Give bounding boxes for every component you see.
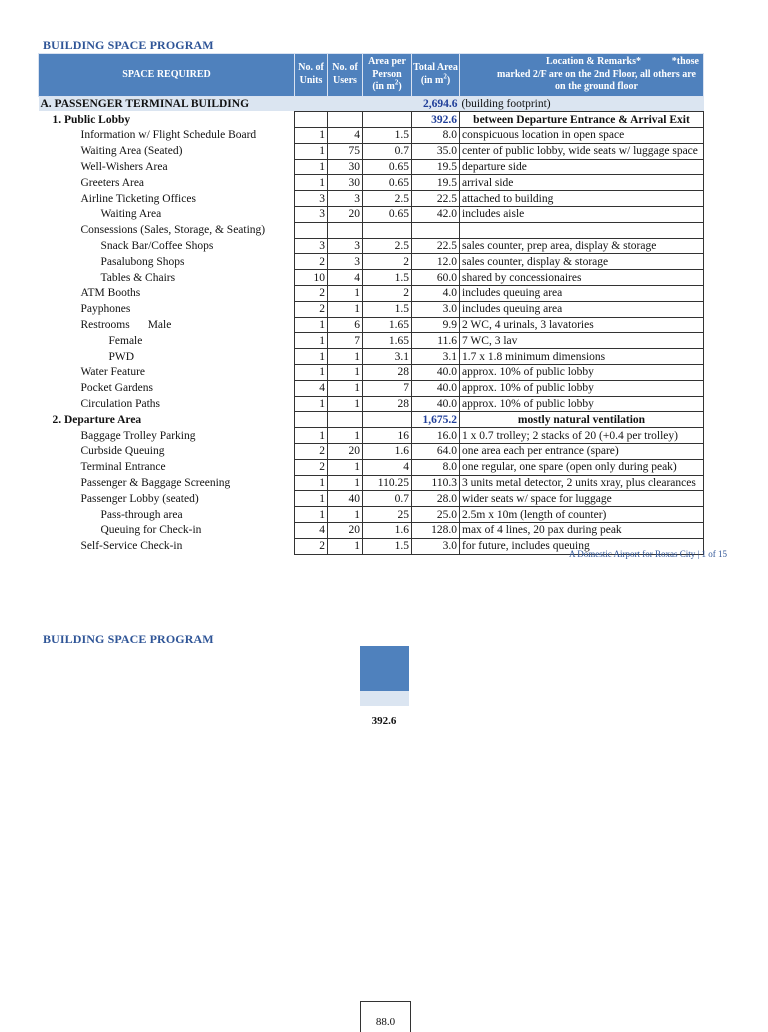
- table-row: [39, 143, 704, 159]
- area-per-person-cell: 0.7: [363, 143, 412, 159]
- remark-cell: one area each per entrance (spare): [460, 444, 704, 460]
- users-cell: 3: [328, 238, 363, 254]
- space-name: Passenger & Baggage Screening: [80, 476, 231, 489]
- units-cell: 3: [295, 191, 328, 207]
- space-name: Baggage Trolley Parking: [80, 429, 196, 442]
- fragment-value: 392.6: [371, 715, 397, 727]
- area-per-person-cell: 16: [363, 428, 412, 444]
- table-row: [39, 333, 704, 349]
- space-name: [39, 317, 295, 333]
- remark-cell: includes queuing area: [460, 301, 704, 317]
- total-area-cell: 25.0: [412, 507, 460, 523]
- remark-cell: max of 4 lines, 20 pax during peak: [460, 523, 704, 539]
- users-cell: 1: [328, 349, 363, 365]
- remark-cell: center of public lobby, wide seats w/ luggage space: [460, 143, 704, 159]
- units-cell: 1: [295, 317, 328, 333]
- units-cell: 1: [295, 143, 328, 159]
- departure-row: [39, 412, 704, 428]
- users-cell: 7: [328, 333, 363, 349]
- units-cell: 2: [295, 301, 328, 317]
- units-cell: 2: [295, 459, 328, 475]
- departure-row-label: 2. Departure Area: [52, 413, 142, 426]
- table-row: [39, 128, 704, 144]
- restroom-type: Male: [147, 318, 172, 331]
- table-row: [39, 207, 704, 223]
- table-row: [39, 349, 704, 365]
- departure-row-remark: mostly natural ventilation: [460, 412, 704, 428]
- fragment-value-2: 88.0: [375, 1016, 396, 1028]
- units-cell: 2: [295, 444, 328, 460]
- header-remarks: Location & Remarks* *those marked 2/F are on the 2nd Floor, all others are on the ground floor: [460, 54, 704, 97]
- units-cell: 1: [295, 491, 328, 507]
- area-per-person-cell: 4: [363, 459, 412, 475]
- units-cell: 4: [295, 380, 328, 396]
- table-row: [39, 491, 704, 507]
- units-cell: 1: [295, 175, 328, 191]
- users-cell: 1: [328, 475, 363, 491]
- total-area-cell: 40.0: [412, 396, 460, 412]
- total-area-cell: 64.0: [412, 444, 460, 460]
- remark-cell: conspicuous location in open space: [460, 128, 704, 144]
- users-cell: 4: [328, 128, 363, 144]
- empty-cell: [295, 222, 328, 238]
- table-row: [39, 175, 704, 191]
- units-cell: 1: [295, 128, 328, 144]
- units-cell: 2: [295, 254, 328, 270]
- remark-cell: approx. 10% of public lobby: [460, 365, 704, 381]
- remark-cell: includes aisle: [460, 207, 704, 223]
- empty-cell: [328, 112, 363, 128]
- total-area-cell: 40.0: [412, 380, 460, 396]
- public-lobby-row: [39, 112, 704, 128]
- users-cell: 1: [328, 365, 363, 381]
- total-area-cell: 19.5: [412, 159, 460, 175]
- space-name: Airline Ticketing Offices: [80, 192, 196, 205]
- users-cell: 40: [328, 491, 363, 507]
- header-users: No. of Users: [328, 54, 363, 97]
- empty-cell: [328, 412, 363, 428]
- area-per-person-cell: 1.65: [363, 333, 412, 349]
- empty-cell: [412, 222, 460, 238]
- space-name: Information w/ Flight Schedule Board: [80, 129, 257, 142]
- units-cell: 1: [295, 507, 328, 523]
- space-name: Snack Bar/Coffee Shops: [100, 239, 214, 252]
- empty-cell: [363, 222, 412, 238]
- remark-cell: sales counter, display & storage: [460, 254, 704, 270]
- space-name: Queuing for Check-in: [100, 524, 202, 537]
- fragment-section-cell: [360, 691, 409, 706]
- users-cell: 20: [328, 523, 363, 539]
- empty-cell: [363, 112, 412, 128]
- table-row: [39, 444, 704, 460]
- remark-cell: shared by concessionaires: [460, 270, 704, 286]
- space-name: ATM Booths: [80, 287, 141, 300]
- space-name: Pocket Gardens: [80, 382, 153, 395]
- section-total: 2,694.6: [412, 96, 460, 112]
- users-cell: 1: [328, 286, 363, 302]
- area-per-person-cell: 0.65: [363, 159, 412, 175]
- space-name: Female: [108, 334, 143, 347]
- total-area-cell: 28.0: [412, 491, 460, 507]
- empty-cell: [328, 222, 363, 238]
- users-cell: 4: [328, 270, 363, 286]
- consessions-row-label: Consessions (Sales, Storage, & Seating): [80, 224, 266, 237]
- space-name: Pasalubong Shops: [100, 255, 185, 268]
- remark-cell: includes queuing area: [460, 286, 704, 302]
- units-cell: 10: [295, 270, 328, 286]
- total-area-cell: 11.6: [412, 333, 460, 349]
- header-units: No. of Units: [295, 54, 328, 97]
- space-name: Terminal Entrance: [80, 461, 166, 474]
- total-area-cell: 40.0: [412, 365, 460, 381]
- table-row: [39, 159, 704, 175]
- total-area-cell: 19.5: [412, 175, 460, 191]
- section-label: A. PASSENGER TERMINAL BUILDING: [39, 96, 412, 112]
- section-row: [39, 96, 704, 112]
- area-per-person-cell: 1.5: [363, 270, 412, 286]
- departure-row-total: 1,675.2: [412, 412, 460, 428]
- remark-cell: arrival side: [460, 175, 704, 191]
- users-cell: 20: [328, 207, 363, 223]
- header-space-required: SPACE REQUIRED: [39, 54, 295, 97]
- empty-cell: [363, 412, 412, 428]
- remark-cell: 2.5m x 10m (length of counter): [460, 507, 704, 523]
- units-cell: 4: [295, 523, 328, 539]
- fragment-header-cell: [360, 646, 409, 691]
- table-row: [39, 428, 704, 444]
- units-cell: 3: [295, 207, 328, 223]
- users-cell: 1: [328, 459, 363, 475]
- table-row: [39, 475, 704, 491]
- table-row: [39, 254, 704, 270]
- table-row: [39, 459, 704, 475]
- empty-cell: [460, 222, 704, 238]
- space-name: Waiting Area (Seated): [80, 145, 183, 158]
- units-cell: 2: [295, 286, 328, 302]
- area-per-person-cell: 1.5: [363, 538, 412, 554]
- remark-cell: for future, includes queuing: [460, 538, 704, 554]
- users-cell: 1: [328, 396, 363, 412]
- space-name: Pass-through area: [100, 508, 183, 521]
- header-area-per-person: Area per Person (in $m^2$): [363, 54, 412, 97]
- users-cell: 1: [328, 380, 363, 396]
- users-cell: 3: [328, 191, 363, 207]
- empty-cell: [295, 112, 328, 128]
- units-cell: 3: [295, 238, 328, 254]
- total-area-cell: 3.0: [412, 538, 460, 554]
- users-cell: 30: [328, 159, 363, 175]
- units-cell: 1: [295, 159, 328, 175]
- remark-cell: sales counter, prep area, display & storage: [460, 238, 704, 254]
- remark-cell: one regular, one spare (open only during peak): [460, 459, 704, 475]
- area-per-person-cell: 2: [363, 254, 412, 270]
- space-name: Circulation Paths: [80, 397, 161, 410]
- area-per-person-cell: 110.25: [363, 475, 412, 491]
- area-per-person-cell: 3.1: [363, 349, 412, 365]
- units-cell: 1: [295, 396, 328, 412]
- units-cell: 1: [295, 475, 328, 491]
- table-row: [39, 507, 704, 523]
- units-cell: 1: [295, 349, 328, 365]
- total-area-cell: 22.5: [412, 238, 460, 254]
- consessions-row: [39, 222, 704, 238]
- table-row: [39, 317, 704, 333]
- total-area-cell: 4.0: [412, 286, 460, 302]
- area-per-person-cell: 1.5: [363, 301, 412, 317]
- area-per-person-cell: 2.5: [363, 238, 412, 254]
- area-per-person-cell: 2: [363, 286, 412, 302]
- area-per-person-cell: 1.6: [363, 444, 412, 460]
- total-area-cell: 3.1: [412, 349, 460, 365]
- area-per-person-cell: 7: [363, 380, 412, 396]
- users-cell: 1: [328, 301, 363, 317]
- users-cell: 6: [328, 317, 363, 333]
- area-per-person-cell: 1.6: [363, 523, 412, 539]
- users-cell: 75: [328, 143, 363, 159]
- remark-cell: approx. 10% of public lobby: [460, 396, 704, 412]
- users-cell: 1: [328, 538, 363, 554]
- area-per-person-cell: 2.5: [363, 191, 412, 207]
- table-row: [39, 380, 704, 396]
- total-area-cell: 3.0: [412, 301, 460, 317]
- page-heading-2: BUILDING SPACE PROGRAM: [43, 632, 214, 646]
- remark-cell: departure side: [460, 159, 704, 175]
- area-per-person-cell: 1.5: [363, 128, 412, 144]
- total-area-cell: 60.0: [412, 270, 460, 286]
- table-fragment: [360, 646, 409, 727]
- users-cell: 1: [328, 428, 363, 444]
- public-lobby-row-total: 392.6: [412, 112, 460, 128]
- app-cell: 1.65: [363, 317, 412, 333]
- remark-cell: 1.7 x 1.8 minimum dimensions: [460, 349, 704, 365]
- space-name: Self-Service Check-in: [80, 540, 183, 553]
- remark-cell: 3 units metal detector, 2 units xray, plus clearances: [460, 475, 704, 491]
- area-per-person-cell: 28: [363, 396, 412, 412]
- units-cell: 2: [295, 538, 328, 554]
- area-per-person-cell: 0.7: [363, 491, 412, 507]
- area-per-person-cell: 25: [363, 507, 412, 523]
- total-area-cell: 42.0: [412, 207, 460, 223]
- table-header: [39, 54, 704, 97]
- public-lobby-row-label: 1. Public Lobby: [52, 113, 131, 126]
- space-name: Greeters Area: [80, 176, 145, 189]
- units-cell: 1: [295, 333, 328, 349]
- table-row: [39, 396, 704, 412]
- total-area-cell: 110.3: [412, 475, 460, 491]
- total-area-cell: 8.0: [412, 128, 460, 144]
- space-name: Curbside Queuing: [80, 445, 165, 458]
- remark-cell: approx. 10% of public lobby: [460, 380, 704, 396]
- total-area-cell: 22.5: [412, 191, 460, 207]
- page-footer: A Domestic Airport for Roxas City | 1 of 15: [568, 549, 727, 559]
- units-cell: 1: [295, 365, 328, 381]
- space-name: Passenger Lobby (seated): [80, 492, 199, 505]
- remark-cell: 2 WC, 4 urinals, 3 lavatories: [460, 317, 704, 333]
- table-row: [39, 238, 704, 254]
- table-fragment-cell: [360, 1001, 411, 1032]
- space-name: Tables & Chairs: [100, 271, 176, 284]
- empty-cell: [295, 412, 328, 428]
- table-row: [39, 286, 704, 302]
- space-name: Water Feature: [80, 366, 146, 379]
- total-area-cell: 16.0: [412, 428, 460, 444]
- space-name: Payphones: [80, 303, 131, 316]
- total-area-cell: 12.0: [412, 254, 460, 270]
- users-cell: 3: [328, 254, 363, 270]
- area-per-person-cell: 0.65: [363, 175, 412, 191]
- table-row: [39, 191, 704, 207]
- total-area-cell: 35.0: [412, 143, 460, 159]
- page-heading: BUILDING SPACE PROGRAM: [43, 38, 214, 52]
- remark-cell: attached to building: [460, 191, 704, 207]
- space-name: Well-Wishers Area: [80, 160, 168, 173]
- section-remark: (building footprint): [460, 96, 704, 112]
- space-name: PWD: [108, 350, 135, 363]
- area-per-person-cell: 28: [363, 365, 412, 381]
- restrooms-label: Restrooms: [80, 318, 130, 331]
- users-cell: 1: [328, 507, 363, 523]
- public-lobby-row-remark: between Departure Entrance & Arrival Exit: [460, 112, 704, 128]
- space-name: Waiting Area: [100, 208, 162, 221]
- table-row: [39, 523, 704, 539]
- users-cell: 20: [328, 444, 363, 460]
- space-program-table: [38, 53, 704, 555]
- remark-cell: wider seats w/ space for luggage: [460, 491, 704, 507]
- header-total-area: Total Area (in $m^2$): [412, 54, 460, 97]
- users-cell: 30: [328, 175, 363, 191]
- total-area-cell: 128.0: [412, 523, 460, 539]
- units-cell: 1: [295, 428, 328, 444]
- total-cell: 9.9: [412, 317, 460, 333]
- area-per-person-cell: 0.65: [363, 207, 412, 223]
- table-row: [39, 301, 704, 317]
- table-row: [39, 270, 704, 286]
- total-area-cell: 8.0: [412, 459, 460, 475]
- remark-cell: 1 x 0.7 trolley; 2 stacks of 20 (+0.4 per trolley): [460, 428, 704, 444]
- table-row: [39, 365, 704, 381]
- remark-cell: 7 WC, 3 lav: [460, 333, 704, 349]
